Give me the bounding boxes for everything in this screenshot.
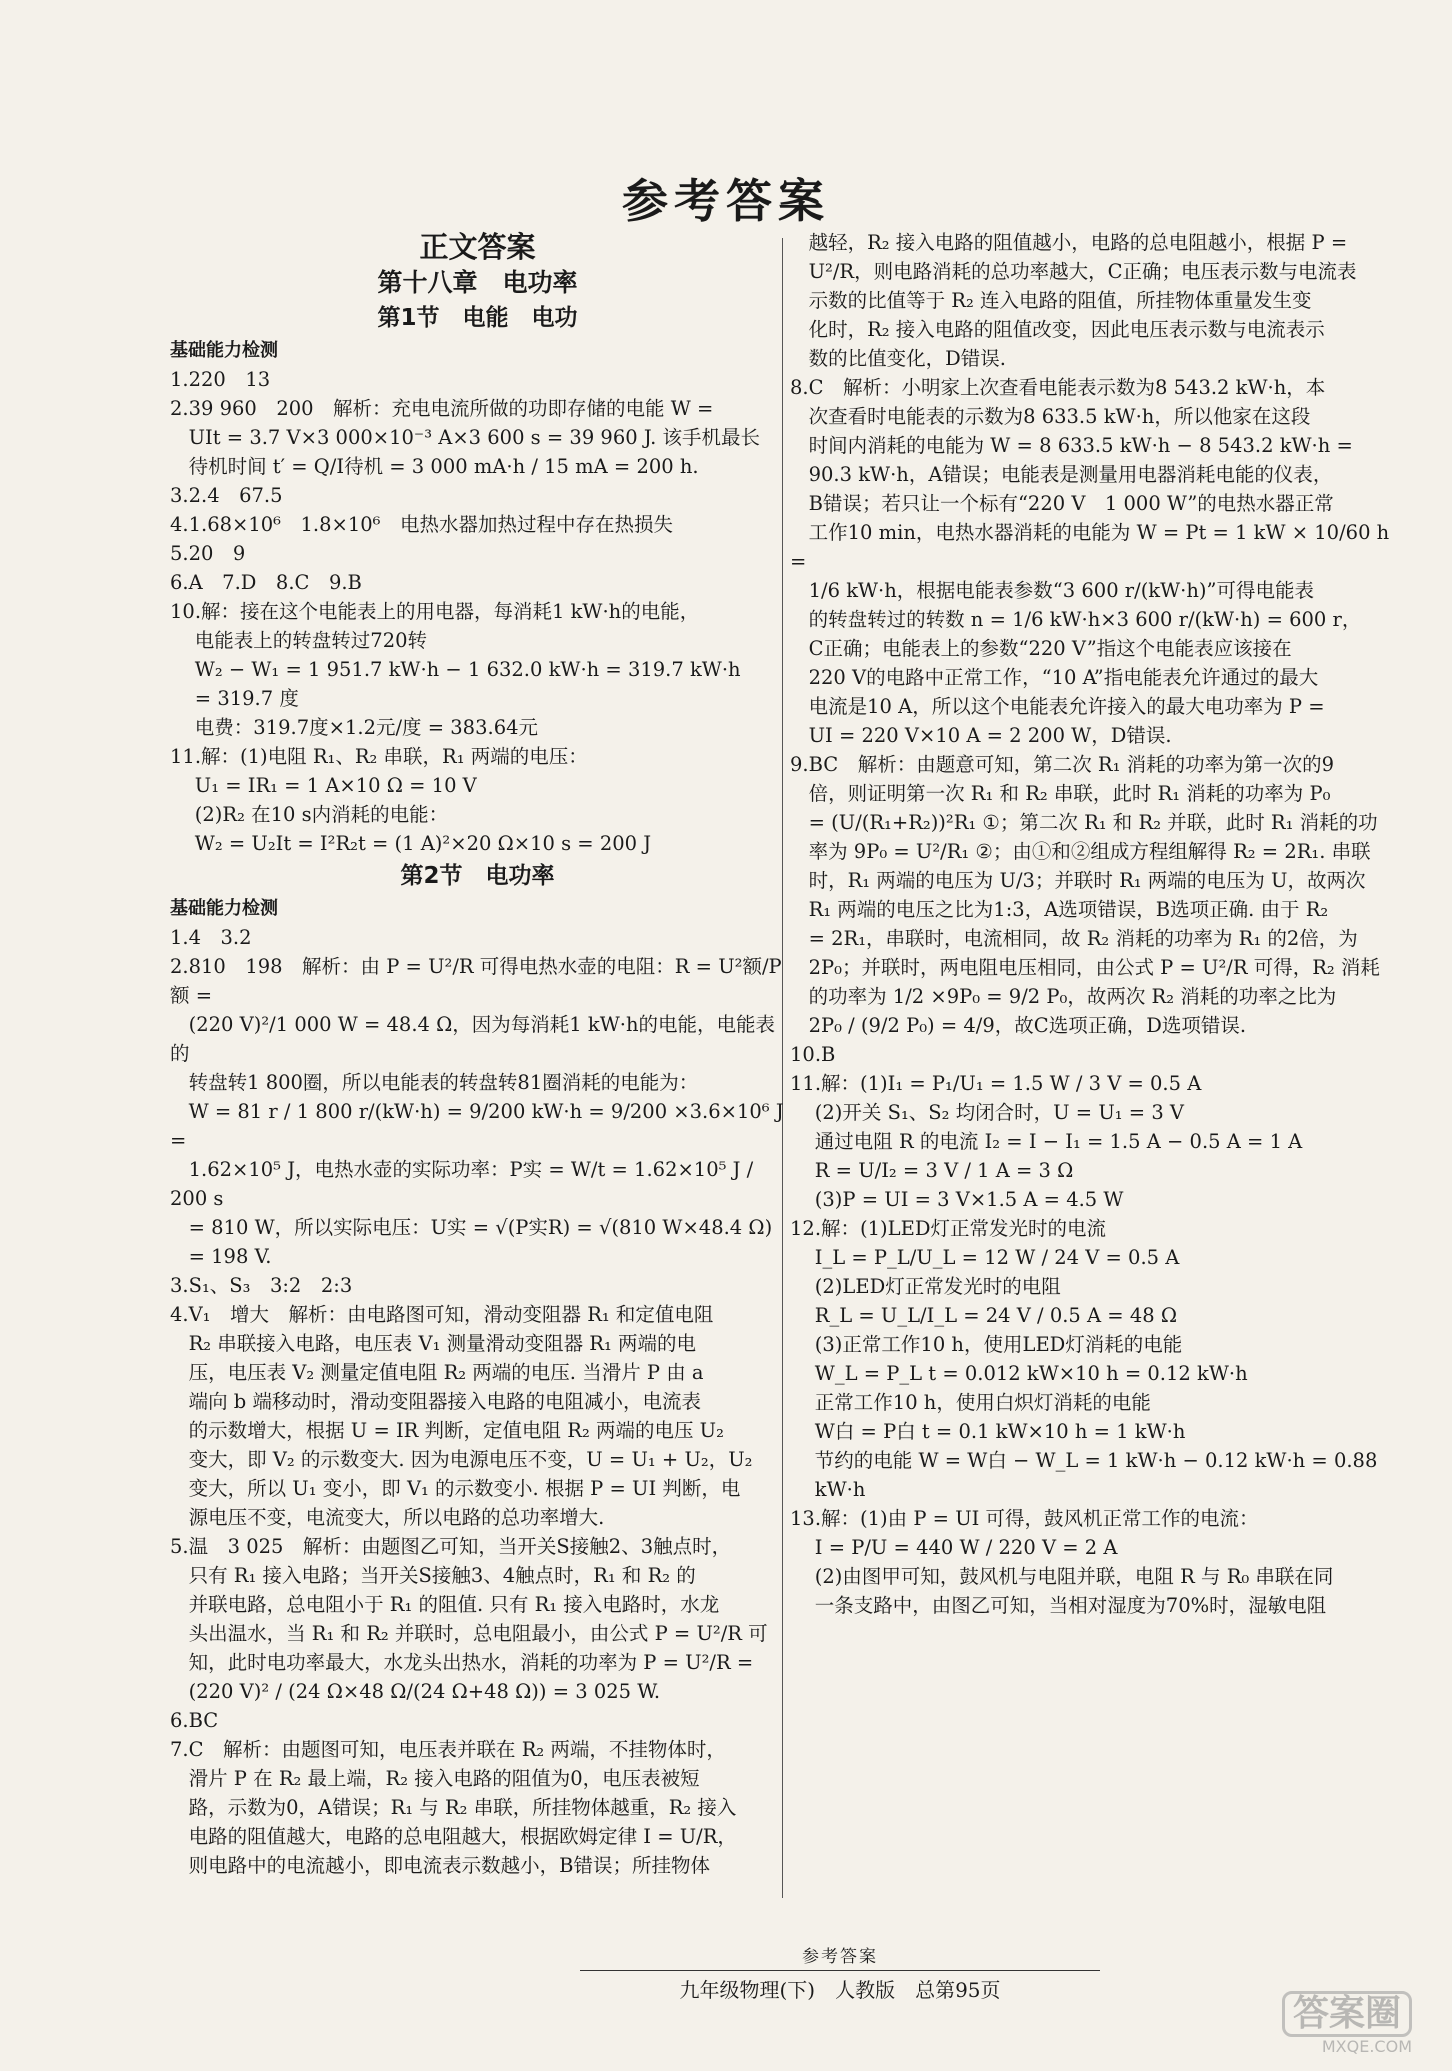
answer-line: 率为 9P₀ = U²/R₁ ②；由①和②组成方程组解得 R₂ = 2R₁. 串联 <box>790 840 1371 863</box>
answer-line: 220 V的电路中正常工作，“10 A”指电能表允许通过的最大 <box>790 666 1319 689</box>
answer-line: 5.20 9 <box>170 542 246 565</box>
answer-line: W = 81 r / 1 800 r/(kW·h) = 9/200 kW·h = 9/200 ×3.6×10⁶ J = <box>170 1100 790 1152</box>
answer-line: 10.B <box>790 1043 836 1066</box>
answer-line: 数的比值变化，D错误. <box>790 347 1006 370</box>
footer-section-title: 参考答案 <box>802 1947 878 1967</box>
answer-line: UI = 220 V×10 A = 2 200 W，D错误. <box>790 724 1172 747</box>
answer-line: 13.解：(1)由 P = UI 可得，鼓风机正常工作的电流： <box>790 1507 1259 1530</box>
answer-line: 1/6 kW·h，根据电能表参数“3 600 r/(kW·h)”可得电能表 <box>790 579 1314 602</box>
answer-line: 滑片 P 在 R₂ 最上端，R₂ 接入电路的阻值为0，电压表被短 <box>170 1767 700 1790</box>
answer-line: 的功率为 1/2 ×9P₀ = 9/2 P₀，故两次 R₂ 消耗的功率之比为 <box>790 985 1337 1008</box>
answer-line: 越轻，R₂ 接入电路的阻值越小，电路的总电阻越小，根据 P = <box>790 231 1348 254</box>
answer-line: W₂ = U₂It = I²R₂t = (1 A)²×20 Ω×10 s = 200 J <box>170 832 652 855</box>
answer-line: 6.BC <box>170 1709 219 1732</box>
answer-line: 只有 R₁ 接入电路；当开关S接触3、4触点时，R₁ 和 R₂ 的 <box>170 1564 696 1587</box>
answer-line: (220 V)² / (24 Ω×48 Ω/(24 Ω+48 Ω)) = 3 025 W. <box>170 1680 661 1703</box>
watermark-badge: 答案圈 <box>1282 1991 1412 2037</box>
answer-line: 变大，即 V₂ 的示数变大. 因为电源电压不变，U = U₁ + U₂，U₂ <box>170 1448 753 1471</box>
answer-line: 节约的电能 W = W白 − W_L = 1 kW·h − 0.12 kW·h = 0.88 <box>790 1449 1378 1472</box>
answer-line: 2.39 960 200 解析：充电电流所做的功即存储的电能 W = <box>170 397 714 420</box>
answer-line: 压，电压表 V₂ 测量定值电阻 R₂ 两端的电压. 当滑片 P 由 a <box>170 1361 704 1384</box>
answer-line: C正确；电能表上的参数“220 V”指这个电能表应该接在 <box>790 637 1292 660</box>
answer-line: kW·h <box>790 1478 866 1501</box>
answer-line: 9.BC 解析：由题意可知，第二次 R₁ 消耗的功率为第一次的9 <box>790 753 1335 776</box>
answer-line: 倍，则证明第一次 R₁ 和 R₂ 串联，此时 R₁ 消耗的功率为 P₀ <box>790 782 1331 805</box>
answer-line: (220 V)²/1 000 W = 48.4 Ω，因为每消耗1 kW·h的电能，电能表的 <box>170 1013 776 1065</box>
answer-line: B错误；若只让一个标有“220 V 1 000 W”的电热水器正常 <box>790 492 1334 515</box>
answer-line: 3.2.4 67.5 <box>170 484 283 507</box>
answer-line: 1.62×10⁵ J，电热水壶的实际功率：P实 = W/t = 1.62×10⁵ J / 200 s <box>170 1158 760 1210</box>
answer-line: (2)LED灯正常发光时的电阻 <box>790 1275 1061 1298</box>
answer-line: 源电压不变，电流变大，所以电路的总功率增大. <box>170 1506 605 1529</box>
answer-line: 变大，所以 U₁ 变小，即 V₁ 的示数变小. 根据 P = UI 判断，电 <box>170 1477 741 1500</box>
answer-line: (2)R₂ 在10 s内消耗的电能： <box>170 803 449 826</box>
answer-line: 路，示数为0，A错误；R₁ 与 R₂ 串联，所挂物体越重，R₂ 接入 <box>170 1796 737 1819</box>
answer-line: 并联电路，总电阻小于 R₁ 的阻值. 只有 R₁ 接入电路时，水龙 <box>170 1593 720 1616</box>
answer-line: (2)开关 S₁、S₂ 均闭合时，U = U₁ = 3 V <box>790 1101 1185 1124</box>
answer-line: 知，此时电功率最大，水龙头出热水，消耗的功率为 P = U²/R = <box>170 1651 754 1674</box>
subsection-label: 基础能力检测 <box>170 340 278 361</box>
answer-line: 11.解：(1)电阻 R₁、R₂ 串联，R₁ 两端的电压： <box>170 745 588 768</box>
answer-line: 10.解：接在这个电能表上的用电器，每消耗1 kW·h的电能， <box>170 600 700 623</box>
answer-line: 次查看时电能表的示数为8 633.5 kW·h，所以他家在这段 <box>790 405 1311 428</box>
answer-line: U₁ = IR₁ = 1 A×10 Ω = 10 V <box>170 774 477 797</box>
page-title: 参考答案 <box>622 174 830 228</box>
right-column <box>790 228 1405 1620</box>
answer-line: 转盘转1 800圈，所以电能表的转盘转81圈消耗的电能为： <box>170 1071 699 1094</box>
watermark-url: MXQE.COM <box>1321 2037 1412 2056</box>
answer-line: = 810 W，所以实际电压：U实 = √(P实R) = √(810 W×48.4 Ω) <box>170 1216 773 1239</box>
answer-line: R₂ 串联接入电路，电压表 V₁ 测量滑动变阻器 R₁ 两端的电 <box>170 1332 697 1355</box>
answer-line: 5.温 3 025 解析：由题图乙可知，当开关S接触2、3触点时， <box>170 1535 732 1558</box>
section-heading: 第1节 电能 电功 <box>377 305 578 331</box>
answer-line: 化时，R₂ 接入电路的阻值改变，因此电压表示数与电流表示 <box>790 318 1325 341</box>
answer-line: 的示数增大，根据 U = IR 判断，定值电阻 R₂ 两端的电压 U₂ <box>170 1419 724 1442</box>
page-footer <box>580 1942 1100 2003</box>
answer-line: I = P/U = 440 W / 220 V = 2 A <box>790 1536 1118 1559</box>
answer-line: (3)P = UI = 3 V×1.5 A = 4.5 W <box>790 1188 1124 1211</box>
answer-line: 待机时间 t′ = Q/I待机 = 3 000 mA·h / 15 mA = 200 h. <box>170 455 699 478</box>
answer-line: 端向 b 端移动时，滑动变阻器接入电路的电阻减小，电流表 <box>170 1390 701 1413</box>
answer-line: 工作10 min，电热水器消耗的电能为 W = Pt = 1 kW × 10/60 h = <box>790 521 1396 573</box>
section-heading: 第2节 电功率 <box>400 863 555 889</box>
answer-line: 1.220 13 <box>170 368 271 391</box>
answer-line: 电路的阻值越大，电路的总电阻越大，根据欧姆定律 I = U/R， <box>170 1825 737 1848</box>
answer-line: W₂ − W₁ = 1 951.7 kW·h − 1 632.0 kW·h = 319.7 kW·h <box>170 658 741 681</box>
answer-line: 正常工作10 h，使用白炽灯消耗的电能 <box>790 1391 1151 1414</box>
answer-line: UIt = 3.7 V×3 000×10⁻³ A×3 600 s = 39 960 J. 该手机最长 <box>170 426 761 449</box>
answer-line: 11.解：(1)I₁ = P₁/U₁ = 1.5 W / 3 V = 0.5 A <box>790 1072 1202 1095</box>
answer-line: 通过电阻 R 的电流 I₂ = I − I₁ = 1.5 A − 0.5 A = 1 A <box>790 1130 1303 1153</box>
answer-line: W_L = P_L t = 0.012 kW×10 h = 0.12 kW·h <box>790 1362 1248 1385</box>
answer-line: = 2R₁，串联时，电流相同，故 R₂ 消耗的功率为 R₁ 的2倍，为 <box>790 927 1358 950</box>
answer-line: 6.A 7.D 8.C 9.B <box>170 571 362 594</box>
answer-line: 90.3 kW·h，A错误；电能表是测量用电器消耗电能的仪表， <box>790 463 1333 486</box>
answer-line: 则电路中的电流越小，即电流表示数越小，B错误；所挂物体 <box>170 1854 710 1877</box>
answer-line: = (U/(R₁+R₂))²R₁ ①；第二次 R₁ 和 R₂ 并联，此时 R₁ 消耗的功 <box>790 811 1378 834</box>
section-heading: 正文答案 <box>419 230 536 264</box>
answer-line: R₁ 两端的电压之比为1:3，A选项错误，B选项正确. 由于 R₂ <box>790 898 1329 921</box>
answer-line: 7.C 解析：由题图可知，电压表并联在 R₂ 两端，不挂物体时， <box>170 1738 726 1761</box>
answer-line: (2)由图甲可知，鼓风机与电阻并联，电阻 R 与 R₀ 串联在同 <box>790 1565 1334 1588</box>
answer-line: 4.1.68×10⁶ 1.8×10⁶ 电热水器加热过程中存在热损失 <box>170 513 673 536</box>
answer-line: 时间内消耗的电能为 W = 8 633.5 kW·h − 8 543.2 kW·h = <box>790 434 1353 457</box>
answer-line: 2.810 198 解析：由 P = U²/R 可得电热水壶的电阻：R = U²额/P额 = <box>170 955 782 1007</box>
section-heading: 第十八章 电功率 <box>377 268 578 297</box>
footer-rule <box>580 1970 1100 1971</box>
answer-line: 头出温水，当 R₁ 和 R₂ 并联时，总电阻最小，由公式 P = U²/R 可 <box>170 1622 768 1645</box>
left-column <box>170 228 790 1880</box>
footer-page-info: 九年级物理(下) 人教版 总第95页 <box>679 1978 1001 2002</box>
answer-line: 一条支路中，由图乙可知，当相对湿度为70%时，湿敏电阻 <box>790 1594 1327 1617</box>
answer-line: U²/R，则电路消耗的总功率越大，C正确；电压表示数与电流表 <box>790 260 1357 283</box>
answer-line: 的转盘转过的转数 n = 1/6 kW·h×3 600 r/(kW·h) = 600 r， <box>790 608 1362 631</box>
answer-line: = 198 V. <box>170 1245 272 1268</box>
answer-line: 示数的比值等于 R₂ 连入电路的阻值，所挂物体重量发生变 <box>790 289 1312 312</box>
answer-line: 2P₀ / (9/2 P₀) = 4/9，故C选项正确，D选项错误. <box>790 1014 1247 1037</box>
answer-line: 电流是10 A，所以这个电能表允许接入的最大电功率为 P = <box>790 695 1325 718</box>
answer-line: 电费：319.7度×1.2元/度 = 383.64元 <box>170 716 539 739</box>
answer-line: R_L = U_L/I_L = 24 V / 0.5 A = 48 Ω <box>790 1304 1178 1327</box>
answer-line: 8.C 解析：小明家上次查看电能表示数为8 543.2 kW·h，本 <box>790 376 1326 399</box>
subsection-label: 基础能力检测 <box>170 898 278 919</box>
answer-line: 3.S₁、S₃ 3:2 2:3 <box>170 1274 353 1297</box>
watermark-logo <box>1222 1991 1412 2059</box>
answer-line: I_L = P_L/U_L = 12 W / 24 V = 0.5 A <box>790 1246 1180 1269</box>
answer-line: 4.V₁ 增大 解析：由电路图可知，滑动变阻器 R₁ 和定值电阻 <box>170 1303 714 1326</box>
answer-line: R = U/I₂ = 3 V / 1 A = 3 Ω <box>790 1159 1074 1182</box>
answer-line: (3)正常工作10 h，使用LED灯消耗的电能 <box>790 1333 1183 1356</box>
answer-line: 时，R₁ 两端的电压为 U/3；并联时 R₁ 两端的电压为 U，故两次 <box>790 869 1366 892</box>
answer-line: 12.解：(1)LED灯正常发光时的电流 <box>790 1217 1106 1240</box>
answer-line: = 319.7 度 <box>170 687 299 710</box>
answer-line: W白 = P白 t = 0.1 kW×10 h = 1 kW·h <box>790 1420 1186 1443</box>
answer-line: 电能表上的转盘转过720转 <box>170 629 428 652</box>
answer-line: 1.4 3.2 <box>170 926 252 949</box>
answer-line: 2P₀；并联时，两电阻电压相同，由公式 P = U²/R 可得，R₂ 消耗 <box>790 956 1380 979</box>
